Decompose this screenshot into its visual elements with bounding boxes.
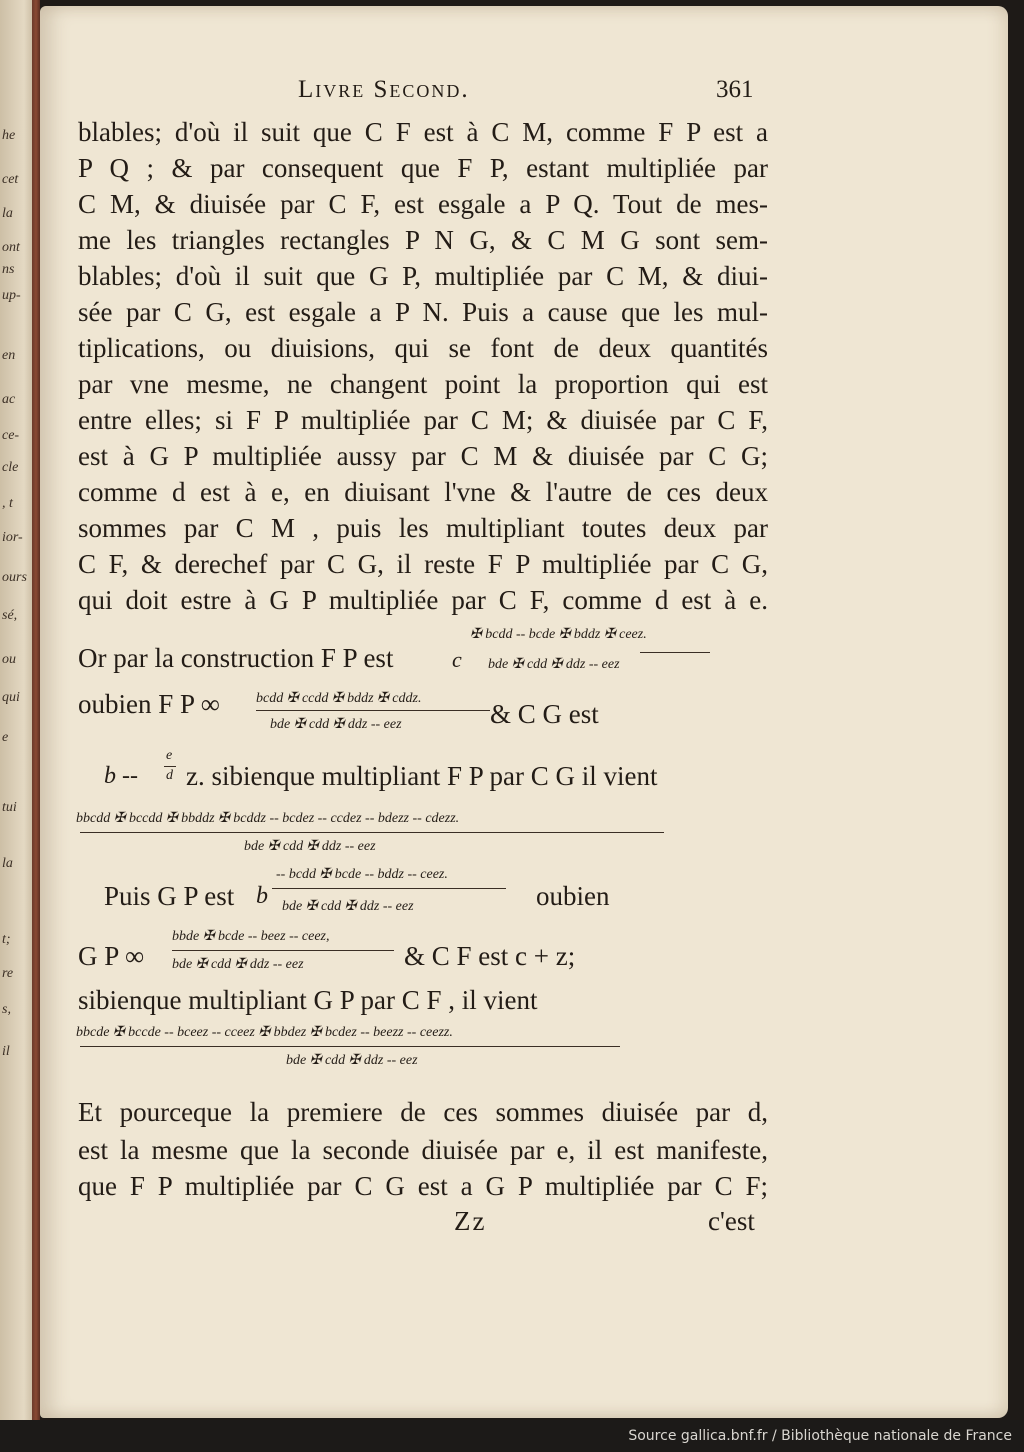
gp-numerator: -- bcdd ✠ bcde -- bddz -- ceez. [276, 867, 448, 882]
margin-fragment: qui [2, 690, 20, 705]
equation-gp2-lead: G P ∞ [78, 941, 145, 971]
equation-cf-est: & C F est c + z; [404, 941, 576, 971]
equation-fp2-lead: oubien F P ∞ [78, 689, 221, 719]
margin-fragment: cet [2, 172, 19, 187]
cg-frac-bar [164, 766, 176, 767]
margin-fragment: ont [2, 240, 20, 255]
fp2-numerator: bcdd ✠ ccdd ✠ bddz ✠ cddz. [256, 691, 422, 706]
equation-gp-b: b [256, 883, 268, 909]
margin-fragment: up- [2, 288, 21, 303]
margin-fragment: re [2, 966, 14, 981]
source-footer: Source gallica.bnf.fr / Bibliothèque nationale de France [0, 1420, 1024, 1452]
closing-line: Et pourceque la premiere de ces sommes diuisée par d, [78, 1097, 768, 1127]
margin-fragment: ior- [2, 530, 23, 545]
body-line: par vne mesme, ne changent point la proportion qui est [78, 369, 768, 399]
equation-gp-oubien: oubien [536, 881, 610, 911]
gp-denominator: bde ✠ cdd ✠ ddz -- eez [282, 899, 414, 914]
catchword: c'est [708, 1206, 755, 1236]
body-line: blables; d'où il suit que G P, multipliée par C M, & diui- [78, 261, 768, 291]
equation-fp-c: c [452, 647, 462, 672]
margin-fragment: ac [2, 392, 16, 407]
body-line: est à G P multipliée aussy par C M & diuisée par C G; [78, 441, 768, 471]
equation-cg-est: & C G est [490, 699, 599, 729]
equation-sibienque-2: sibienque multipliant G P par C F , il vient [78, 985, 538, 1015]
equation-cg-b: b -- [104, 763, 138, 789]
body-line: qui doit estre à G P multipliée par C F, comme d est à e. [78, 585, 768, 615]
body-line: entre elles; si F P multipliée par C M; & diuisée par C F, [78, 405, 768, 435]
cg-frac-denominator: d [166, 768, 173, 783]
running-head: Livre Second. [298, 76, 470, 103]
fp-fraction-bar [640, 652, 710, 653]
margin-fragment: s, [2, 1002, 11, 1017]
gp2-denominator: bde ✠ cdd ✠ ddz -- eez [172, 957, 304, 972]
gp2-numerator: bbde ✠ bcde -- beez -- ceez, [172, 929, 330, 944]
margin-fragment: t; [2, 932, 11, 947]
margin-fragment: la [2, 856, 13, 871]
page-number: 361 [716, 76, 754, 103]
body-line: me les triangles rectangles P N G, & C M G sont sem- [78, 225, 768, 255]
body-line: P Q ; & par consequent que F P, estant multipliée par [78, 153, 768, 183]
product1-numerator: bbcdd ✠ bccdd ✠ bbddz ✠ bcddz -- bcdez -- ccdez -- bdezz -- cdezz. [76, 811, 460, 826]
margin-fragment: la [2, 206, 13, 221]
gp2-fraction-bar [172, 950, 394, 951]
fp2-denominator: bde ✠ cdd ✠ ddz -- eez [270, 717, 402, 732]
cg-frac-numerator: e [166, 748, 173, 763]
body-line: comme d est à e, en diuisant l'vne & l'autre de ces deux [78, 477, 768, 507]
equation-cg-text: z. sibienque multipliant F P par C G il vient [186, 761, 658, 791]
margin-fragment: e [2, 730, 9, 745]
product2-denominator: bde ✠ cdd ✠ ddz -- eez [286, 1053, 418, 1068]
body-line: tiplications, ou diuisions, qui se font de deux quantités [78, 333, 768, 363]
margin-fragment: he [2, 128, 16, 143]
margin-fragment: ours [2, 570, 27, 585]
product1-denominator: bde ✠ cdd ✠ ddz -- eez [244, 839, 376, 854]
margin-fragment: ce- [2, 428, 20, 443]
margin-fragment: ou [2, 652, 16, 667]
margin-fragment: ns [2, 262, 15, 277]
fp2-fraction-bar [256, 710, 490, 711]
signature-mark: Zz [454, 1206, 487, 1236]
margin-fragment: tui [2, 800, 17, 815]
product1-fraction-bar [80, 832, 664, 833]
body-line: sée par C G, est esgale a P N. Puis a cause que les mul- [78, 297, 768, 327]
body-line: C F, & derechef par C G, il reste F P multipliée par C G, [78, 549, 768, 579]
fp-numerator: ✠ bcdd -- bcde ✠ bddz ✠ ceez. [470, 627, 647, 642]
product2-fraction-bar [80, 1046, 620, 1047]
margin-fragment: il [2, 1044, 10, 1059]
margin-fragment: sé, [2, 608, 18, 623]
product2-numerator: bbcde ✠ bccde -- bceez -- cceez ✠ bbdez ✠ bcdez -- beezz -- ceezz. [76, 1025, 453, 1040]
body-line: blables; d'où il suit que C F est à C M, comme F P est a [78, 117, 768, 147]
fp-denominator: bde ✠ cdd ✠ ddz -- eez [488, 657, 620, 672]
closing-line: est la mesme que la seconde diuisée par e, il est manifeste, [78, 1135, 768, 1165]
body-line: C M, & diuisée par C F, est esgale a P Q. Tout de mes- [78, 189, 768, 219]
equation-gp-lead: Puis G P est [104, 881, 235, 911]
margin-fragment: cle [2, 460, 19, 475]
margin-fragment: , t [2, 496, 13, 511]
equation-fp-lead: Or par la construction F P est [78, 643, 394, 673]
gp-fraction-bar [272, 888, 506, 889]
body-line: sommes par C M , puis les multipliant toutes deux par [78, 513, 768, 543]
margin-fragment: en [2, 348, 16, 363]
closing-line: que F P multipliée par C G est a G P multipliée par C F; [78, 1171, 768, 1201]
